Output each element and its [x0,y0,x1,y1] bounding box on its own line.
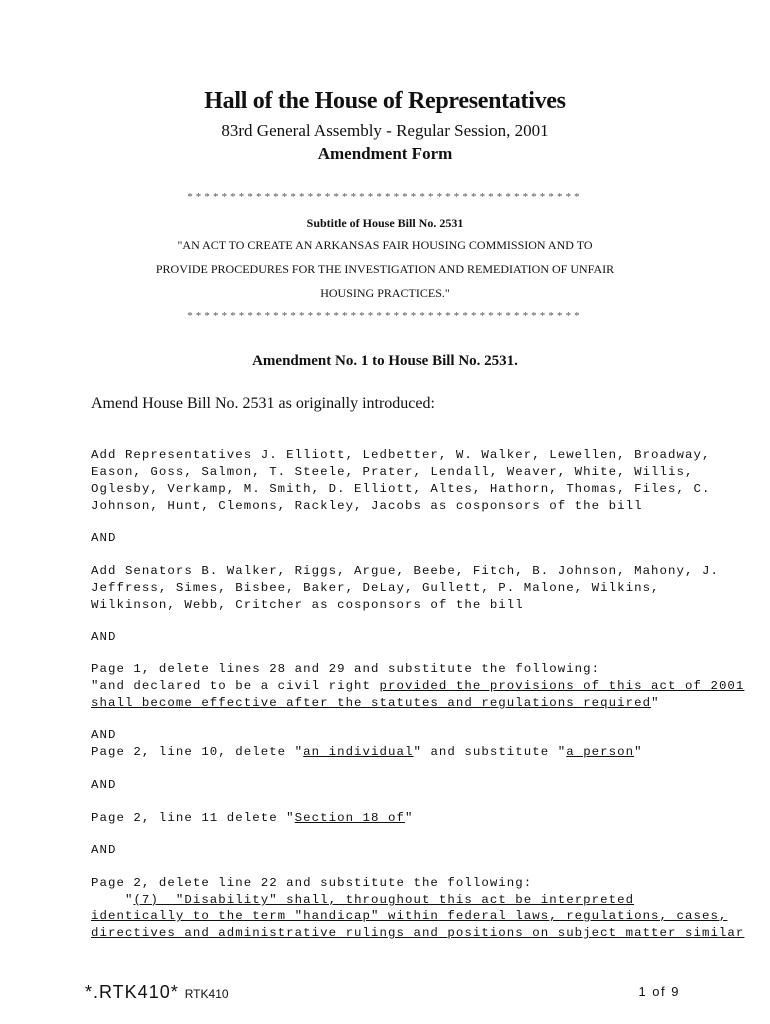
document-code-footer [85,982,229,1003]
star-divider-bottom: ********************************************** [187,310,583,322]
document-title: Hall of the House of Representatives [204,88,566,114]
star-divider-top: ********************************************** [187,191,583,203]
page1-instruction: Page 1, delete lines 28 and 29 and substitute the following: [91,662,601,676]
instruction-text: Page 2, line 10, delete " [91,745,304,759]
page1-text-plain: " [651,696,660,710]
substituted-text: (7) "Disability" shall, throughout this act be interpreted [133,893,635,907]
cosponsor-reps-line: Add Representatives J. Elliott, Ledbetter, W. Walker, Lewellen, Broadway, [91,448,711,462]
cosponsor-reps-line: Eason, Goss, Salmon, T. Steele, Prater, Lendall, Weaver, White, Willis, [91,465,694,479]
page1-text-plain: "and declared to be a civil right [91,679,380,693]
page2-line22-text [91,892,634,908]
document-code: RTK410 [184,987,229,1001]
deleted-text: an individual [303,745,414,759]
cosponsor-reps-line: Oglesby, Verkamp, M. Smith, D. Elliott, Altes, Hathorn, Thomas, Files, C. [91,482,711,496]
substituted-text: a person [566,745,635,759]
and-separator: AND [91,630,117,644]
page-number: 1 of 9 [638,984,680,999]
instruction-text: " [634,745,643,759]
instruction-text: Page 2, line 11 delete " [91,811,295,825]
indent-quote: " [91,893,134,907]
cosponsor-reps-line: Johnson, Hunt, Clemons, Rackley, Jacobs as cosponsors of the bill [91,499,643,513]
page2-line22-text [91,925,744,941]
substituted-text: identically to the term "handicap" within federal laws, regulations, cases, [91,909,728,923]
page2-line22-instruction: Page 2, delete line 22 and substitute the following: [91,876,533,890]
page2-line10-instruction [91,744,643,760]
amendment-heading: Amendment No. 1 to House Bill No. 2531. [252,353,518,369]
cosponsor-senators-line: Add Senators B. Walker, Riggs, Argue, Beebe, Fitch, B. Johnson, Mahony, J. [91,564,719,578]
substituted-text: directives and administrative rulings and positions on subject matter similar [91,926,745,940]
page2-line22-text [91,908,727,924]
session-subtitle: 83rd General Assembly - Regular Session, 2001 [221,121,549,140]
instruction-text: " and substitute " [413,745,567,759]
bill-subtitle-line: PROVIDE PROCEDURES FOR THE INVESTIGATION AND REMEDIATION OF UNFAIR [155,262,615,276]
instruction-text: " [404,811,414,825]
page1-text-underlined: shall become effective after the statutes and regulations required [91,696,652,710]
page1-text-underlined: provided the provisions of this act of 2001 [379,679,745,693]
and-separator: AND [91,778,117,792]
bill-subtitle-heading: Subtitle of House Bill No. 2531 [306,216,464,230]
amendment-intro: Amend House Bill No. 2531 as originally introduced: [91,395,435,412]
and-separator: AND [91,531,117,545]
form-name: Amendment Form [317,144,453,163]
barcode-text: *.RTK410* [85,982,179,1002]
and-separator: AND [91,843,117,857]
cosponsor-senators-line: Wilkinson, Webb, Critcher as cosponsors of the bill [91,598,524,612]
bill-subtitle-line: HOUSING PRACTICES." [320,286,450,300]
cosponsor-senators-line: Jeffress, Simes, Bisbee, Baker, DeLay, Gullett, P. Malone, Wilkins, [91,581,660,595]
page2-line11-instruction [91,810,413,826]
page1-text [91,678,744,694]
page1-text [91,695,660,711]
and-separator: AND [91,728,117,742]
bill-subtitle-line: "AN ACT TO CREATE AN ARKANSAS FAIR HOUSING COMMISSION AND TO [177,238,593,252]
deleted-text: Section 18 of [294,811,405,825]
